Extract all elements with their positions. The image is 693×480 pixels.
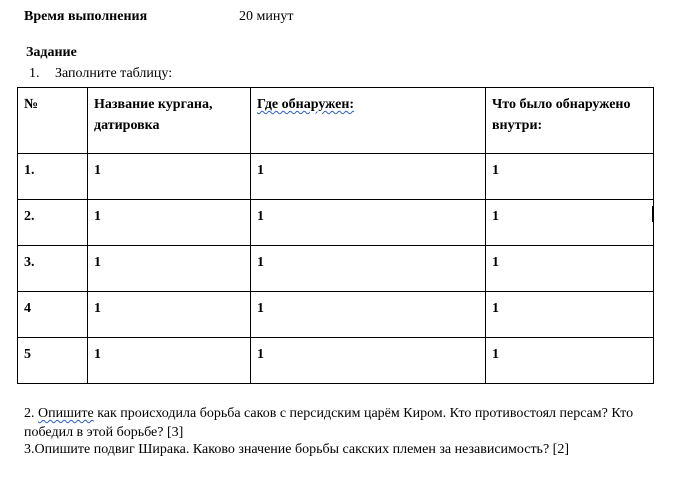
text-cursor: [652, 206, 654, 222]
table-cell[interactable]: 1: [251, 292, 486, 338]
table-cell[interactable]: 1: [486, 200, 654, 246]
table-header-row: [18, 88, 654, 154]
table-cell[interactable]: 1: [251, 338, 486, 384]
table-row: [18, 154, 654, 200]
table-cell[interactable]: 1: [88, 154, 251, 200]
header-cell-kurgan-name[interactable]: Название кургана, датировка: [88, 88, 251, 154]
table-cell[interactable]: 5: [18, 338, 88, 384]
table-row: [18, 292, 654, 338]
table-cell[interactable]: 1: [88, 200, 251, 246]
task-table: [17, 87, 654, 384]
question-2: [24, 404, 684, 442]
table-cell[interactable]: 1: [88, 292, 251, 338]
table-cell[interactable]: 3.: [18, 246, 88, 292]
table-cell[interactable]: 1.: [18, 154, 88, 200]
task-item-1-text: Заполните таблицу:: [55, 66, 173, 81]
table-cell[interactable]: 1: [251, 154, 486, 200]
header-cell-number[interactable]: №: [18, 88, 88, 154]
table-cell[interactable]: 1: [486, 292, 654, 338]
table-cell[interactable]: 1: [88, 246, 251, 292]
table-cell[interactable]: 1: [486, 154, 654, 200]
time-value: 20 минут: [239, 9, 294, 24]
question-2-text: как происходила борьба саков с персидским царём Киром. Кто противостоял персам? Кто победил в этой борьбе? [3]: [24, 406, 634, 440]
question-3: 3.Опишите подвиг Ширака. Каково значение борьбы сакских племен за независимость? [2]: [24, 442, 569, 457]
task-heading: Задание: [26, 45, 77, 60]
table-cell[interactable]: 1: [486, 246, 654, 292]
table-cell[interactable]: 1: [486, 338, 654, 384]
header-cell-location-text: Где обнаружен:: [257, 97, 355, 112]
question-2-number: 2.: [24, 406, 38, 421]
task-item-1: [29, 66, 172, 82]
table-row: [18, 246, 654, 292]
question-2-underlined-word: Опишите: [38, 406, 94, 421]
table-cell[interactable]: 1: [251, 246, 486, 292]
header-cell-contents[interactable]: Что было обнаружено внутри:: [486, 88, 654, 154]
table-cell[interactable]: 1: [251, 200, 486, 246]
table-cell[interactable]: 2.: [18, 200, 88, 246]
table-row: [18, 338, 654, 384]
time-label: Время выполнения: [24, 9, 148, 24]
table-row: [18, 200, 654, 246]
table-cell[interactable]: 4: [18, 292, 88, 338]
table-cell[interactable]: 1: [88, 338, 251, 384]
task-item-1-number: 1.: [29, 66, 40, 81]
header-cell-location[interactable]: [251, 88, 486, 154]
